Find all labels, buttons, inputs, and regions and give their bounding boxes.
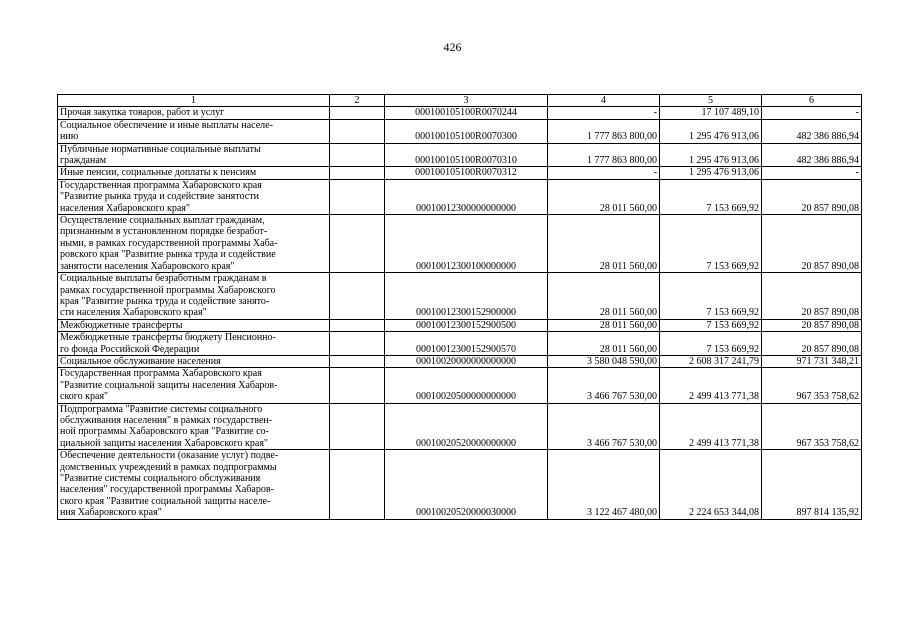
- description-line: "Развитие рынка труда и содействие занятости: [60, 191, 259, 203]
- row-value-col4: 28 011 560,00: [548, 273, 660, 320]
- table-row: [58, 215, 862, 273]
- row-description: [58, 332, 330, 356]
- row-col2: [330, 179, 385, 214]
- description-line: "Развитие социальной защиты населения Хабаров-: [60, 379, 278, 391]
- table-header-row: [58, 95, 862, 107]
- row-value-col5: 2 224 653 344,08: [660, 450, 762, 519]
- row-value-col4: 28 011 560,00: [548, 215, 660, 273]
- row-col2: [330, 215, 385, 273]
- row-value-col6: -: [762, 107, 862, 119]
- row-value-col4: 3 466 767 530,00: [548, 403, 660, 450]
- row-value-col4: 3 122 467 480,00: [548, 450, 660, 519]
- row-col2: [330, 403, 385, 450]
- description-line: го фонда Российской Федерации: [60, 343, 200, 355]
- row-value-col5: 2 608 317 241,79: [660, 355, 762, 367]
- description-line: занятости населения Хабаровского края": [60, 260, 235, 272]
- description-line: Обеспечение деятельности (оказание услуг) подве-: [60, 450, 279, 462]
- table-row: [58, 368, 862, 403]
- description-line: ными, в рамках государственной программы Хаба-: [60, 237, 278, 249]
- row-value-col6: 967 353 758,62: [762, 403, 862, 450]
- row-value-col4: 28 011 560,00: [548, 319, 660, 331]
- row-value-col5: 7 153 669,92: [660, 319, 762, 331]
- row-value-col6: 20 857 890,08: [762, 179, 862, 214]
- row-description: [58, 107, 330, 119]
- row-value-col5: 7 153 669,92: [660, 179, 762, 214]
- row-description: [58, 273, 330, 320]
- row-value-col5: 2 499 413 771,38: [660, 368, 762, 403]
- row-code: 00010020500000000000: [385, 368, 548, 403]
- row-code: 00010012300000000000: [385, 179, 548, 214]
- row-description: [58, 179, 330, 214]
- row-code: 000100105100R0070300: [385, 119, 548, 143]
- row-code: 00010012300152900570: [385, 332, 548, 356]
- description-line: Публичные нормативные социальные выплаты: [60, 143, 261, 155]
- description-line: Межбюджетные трансферты бюджету Пенсионно-: [60, 332, 276, 344]
- description-line: Прочая закупка товаров, работ и услуг: [60, 107, 225, 119]
- description-line: "Развитие системы социального обслуживания: [60, 473, 261, 484]
- row-code: 000100105100R0070310: [385, 143, 548, 167]
- row-code: 00010020000000000000: [385, 355, 548, 367]
- description-line: гражданам: [60, 155, 107, 167]
- row-value-col4: 1 777 863 800,00: [548, 119, 660, 143]
- description-line: Иные пенсии, социальные доплаты к пенсиям: [60, 167, 257, 179]
- description-line: населения" государственной программы Хабаров-: [60, 484, 274, 496]
- row-value-col6: 967 353 758,62: [762, 368, 862, 403]
- table-row: [58, 403, 862, 450]
- row-col2: [330, 368, 385, 403]
- description-line: Социальные выплаты безработным гражданам в: [60, 273, 267, 285]
- description-line: признанным в установленном порядке безработ-: [60, 226, 268, 238]
- row-value-col4: 1 777 863 800,00: [548, 143, 660, 167]
- description-line: края "Развитие рынка труда и содействие занято-: [60, 295, 270, 307]
- row-value-col6: 482 386 886,94: [762, 143, 862, 167]
- description-line: домственных учреждений в рамках подпрограммы: [60, 461, 277, 473]
- row-value-col5: 2 499 413 771,38: [660, 403, 762, 450]
- description-line: населения Хабаровского края": [60, 202, 190, 214]
- description-line: Социальное обеспечение и иные выплаты населе-: [60, 119, 273, 131]
- page-number: 426: [443, 40, 462, 54]
- column-header: 5: [660, 95, 762, 107]
- row-value-col5: 1 295 476 913,06: [660, 119, 762, 143]
- row-code: 000100105100R0070312: [385, 167, 548, 179]
- table-row: [58, 319, 862, 331]
- column-header: 4: [548, 95, 660, 107]
- description-line: ского края": [60, 391, 109, 403]
- description-line: ной программы Хабаровского края "Развитие со-: [60, 426, 269, 438]
- column-header: 1: [58, 95, 330, 107]
- row-col2: [330, 332, 385, 356]
- row-code: 00010012300100000000: [385, 215, 548, 273]
- description-line: рамках государственной программы Хабаровского: [60, 284, 276, 296]
- column-header: 6: [762, 95, 862, 107]
- row-description: [58, 355, 330, 367]
- row-value-col4: -: [548, 167, 660, 179]
- row-value-col6: 20 857 890,08: [762, 273, 862, 320]
- table-row: [58, 107, 862, 119]
- row-value-col5: 7 153 669,92: [660, 215, 762, 273]
- row-value-col6: 482 386 886,94: [762, 119, 862, 143]
- row-code: 000100105100R0070244: [385, 107, 548, 119]
- row-col2: [330, 355, 385, 367]
- description-line: ского края "Развитие социальной защиты населе-: [60, 495, 271, 507]
- row-value-col6: 20 857 890,08: [762, 332, 862, 356]
- row-value-col4: 28 011 560,00: [548, 179, 660, 214]
- table-row: [58, 273, 862, 320]
- row-col2: [330, 167, 385, 179]
- row-description: [58, 143, 330, 167]
- row-value-col5: 7 153 669,92: [660, 273, 762, 320]
- budget-table: [57, 94, 862, 520]
- row-col2: [330, 119, 385, 143]
- row-value-col6: 20 857 890,08: [762, 215, 862, 273]
- table-row: [58, 143, 862, 167]
- description-line: сти населения Хабаровского края": [60, 307, 207, 319]
- description-line: нию: [60, 131, 79, 143]
- description-line: ровского края "Развитие рынка труда и содействие: [60, 249, 276, 261]
- row-value-col6: 971 731 348,21: [762, 355, 862, 367]
- table-row: [58, 355, 862, 367]
- description-line: Государственная программа Хабаровского края: [60, 368, 262, 380]
- row-description: [58, 167, 330, 179]
- row-value-col6: 20 857 890,08: [762, 319, 862, 331]
- row-description: [58, 319, 330, 331]
- row-value-col5: 7 153 669,92: [660, 332, 762, 356]
- row-value-col4: 3 580 048 590,00: [548, 355, 660, 367]
- row-value-col6: -: [762, 167, 862, 179]
- row-description: [58, 403, 330, 450]
- row-col2: [330, 273, 385, 320]
- row-value-col4: 3 466 767 530,00: [548, 368, 660, 403]
- row-code: 00010012300152900000: [385, 273, 548, 320]
- description-line: Подпрограмма "Развитие системы социального: [60, 403, 263, 415]
- table-row: [58, 450, 862, 519]
- table-row: [58, 332, 862, 356]
- row-value-col5: 1 295 476 913,06: [660, 167, 762, 179]
- row-value-col5: 1 295 476 913,06: [660, 143, 762, 167]
- row-code: 00010020520000000000: [385, 403, 548, 450]
- row-description: [58, 215, 330, 273]
- description-line: Осуществление социальных выплат гражданам,: [60, 215, 265, 227]
- description-line: Межбюджетные трансферты: [60, 319, 183, 331]
- description-line: обслуживания населения" в рамках государствен-: [60, 414, 273, 426]
- table-row: [58, 119, 862, 143]
- row-col2: [330, 450, 385, 519]
- description-line: ния Хабаровского края": [60, 507, 162, 519]
- table-row: [58, 167, 862, 179]
- description-line: Государственная программа Хабаровского края: [60, 179, 262, 191]
- row-col2: [330, 143, 385, 167]
- row-col2: [330, 319, 385, 331]
- row-description: [58, 368, 330, 403]
- column-header: 3: [385, 95, 548, 107]
- row-col2: [330, 107, 385, 119]
- table-row: [58, 179, 862, 214]
- description-line: Социальное обслуживание населения: [60, 355, 221, 367]
- row-description: [58, 450, 330, 519]
- row-value-col4: -: [548, 107, 660, 119]
- description-line: циальной защиты населения Хабаровского края": [60, 437, 269, 449]
- row-code: 00010020520000030000: [385, 450, 548, 519]
- row-value-col6: 897 814 135,92: [762, 450, 862, 519]
- row-value-col5: 17 107 489,10: [660, 107, 762, 119]
- row-value-col4: 28 011 560,00: [548, 332, 660, 356]
- row-code: 00010012300152900500: [385, 319, 548, 331]
- row-description: [58, 119, 330, 143]
- column-header: 2: [330, 95, 385, 107]
